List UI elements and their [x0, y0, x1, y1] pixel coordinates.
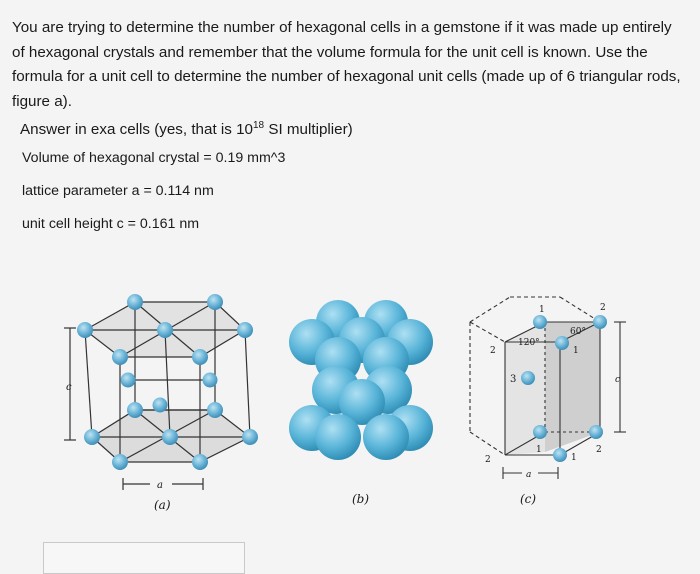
label-a-c: a: [526, 470, 532, 480]
caption-a: (a): [154, 498, 171, 512]
num-2-left: 2: [490, 346, 496, 356]
angle-120: 120°: [518, 338, 540, 348]
num-1-bottomright: 1: [571, 453, 577, 463]
num-1-right: 1: [573, 346, 579, 356]
volume-param: Volume of hexagonal crystal = 0.19 mm^3: [22, 150, 286, 166]
height-param: unit cell height c = 0.161 nm: [22, 216, 200, 232]
lattice-param: lattice parameter a = 0.114 nm: [22, 183, 214, 199]
num-3: 3: [510, 374, 517, 385]
num-1-top: 1: [539, 305, 545, 315]
figure-c-unit-cell: [470, 297, 626, 480]
angle-60: 60°: [570, 327, 586, 337]
caption-b: (b): [352, 492, 370, 506]
num-1-bottom: 1: [536, 445, 542, 455]
caption-c: (c): [520, 492, 537, 506]
label-a-a: a: [157, 480, 163, 491]
num-2-bottomright: 2: [596, 445, 602, 455]
answer-units-note: Answer in exa cells (yes, that is $10^{18}$ SI multiplier): [20, 120, 353, 138]
figure-b-packing: [289, 300, 433, 460]
figure-a-lattice: [64, 294, 258, 491]
label-c-a: c: [66, 382, 72, 393]
num-2-topright: 2: [600, 303, 606, 313]
answer-input[interactable]: [43, 542, 245, 574]
num-2-bottomleft: 2: [485, 455, 491, 465]
question-body: You are trying to determine the number of hexagonal cells in a gemstone if it was made up entirely of hexagonal crystals and remember that the volume formula for the unit cell is known. Use the formula for a unit cell to determine the number of hexagonal unit cells (made up of 6 triangular rods, figure a).: [12, 19, 681, 110]
label-c-c: c: [615, 375, 621, 385]
